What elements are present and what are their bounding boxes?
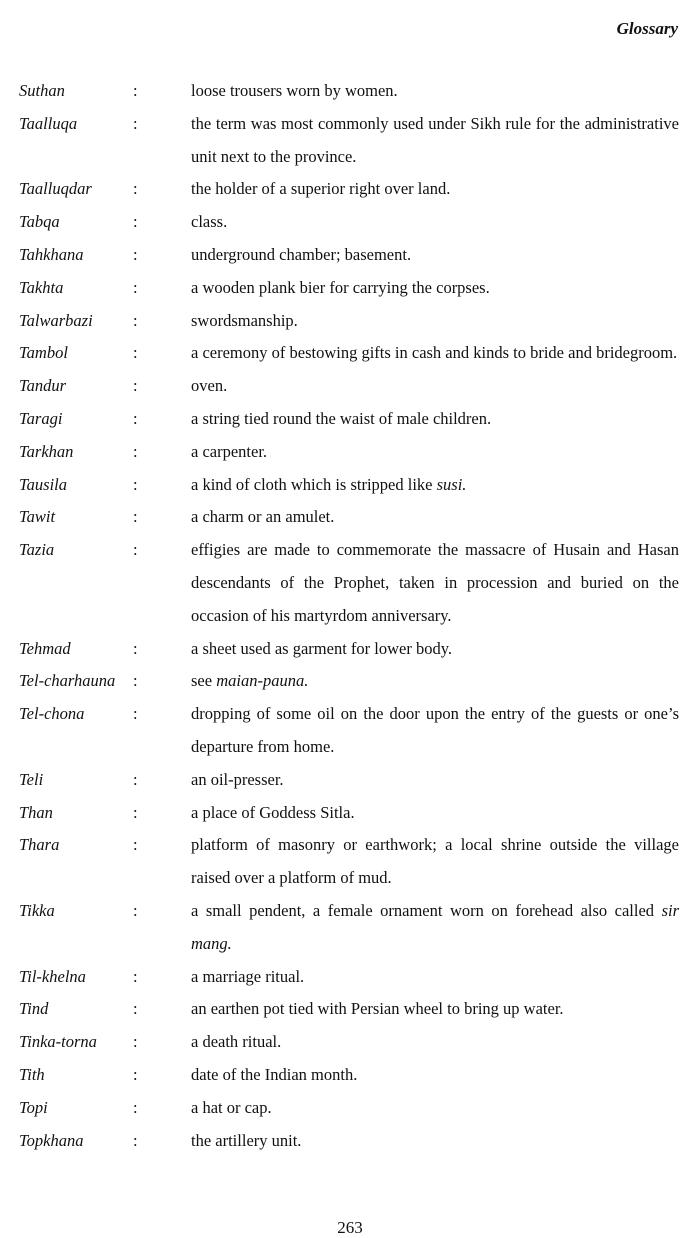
glossary-term: Suthan <box>19 81 65 100</box>
glossary-entry <box>0 993 700 1026</box>
glossary-definition <box>191 305 679 338</box>
glossary-definition <box>191 436 679 469</box>
glossary-term: Tel-charhauna <box>19 671 116 691</box>
definition-text: a small pendent, a female ornament worn on forehead also called <box>191 900 662 920</box>
running-header: Glossary <box>616 19 678 38</box>
definition-text: a marriage ritual. <box>191 966 305 986</box>
glossary-entry <box>0 961 700 994</box>
definition-text: date of the Indian month. <box>191 1064 358 1084</box>
term-separator: : <box>133 81 138 100</box>
glossary-term: Thara <box>19 835 60 855</box>
glossary-definition <box>191 993 679 1026</box>
glossary-entry <box>0 305 700 338</box>
definition-text: an oil-presser. <box>191 769 284 789</box>
definition-text: platform of masonry or earthwork; a local shrine outside the village raised over a platform of mud. <box>191 835 679 888</box>
term-separator: : <box>133 638 138 658</box>
glossary-term: Til-khelna <box>19 966 86 986</box>
definition-text: dropping of some oil on the door upon the entry of the guests or one’s departure from home. <box>191 704 679 756</box>
glossary-definition <box>191 370 679 403</box>
definition-text: a place of Goddess Sitla. <box>191 802 355 822</box>
definition-text: a string tied round the waist of male children. <box>191 408 492 428</box>
term-separator: : <box>133 966 138 986</box>
definition-text: class. <box>191 212 228 232</box>
definition-text: loose trousers worn by women. <box>191 81 398 100</box>
glossary-entry <box>0 469 700 502</box>
term-separator: : <box>133 441 138 461</box>
glossary-term: Tarkhan <box>19 441 74 461</box>
glossary-entry <box>0 764 700 797</box>
glossary-term: Tambol <box>19 343 68 363</box>
glossary-definition <box>191 829 679 895</box>
glossary-entry <box>0 173 700 206</box>
glossary-term: Tith <box>19 1064 45 1084</box>
definition-text: see <box>191 671 217 691</box>
glossary-definition <box>191 534 679 632</box>
definition-text: a charm or an amulet. <box>191 507 335 527</box>
term-separator: : <box>133 212 138 232</box>
definition-text: a carpenter. <box>191 441 268 461</box>
term-separator: : <box>133 113 138 133</box>
glossary-term: Takhta <box>19 277 64 297</box>
glossary-term: Talwarbazi <box>19 310 93 330</box>
definition-text: the holder of a superior right over land. <box>191 179 451 199</box>
glossary-definition <box>191 337 679 370</box>
glossary-entry <box>0 370 700 403</box>
definition-text: a wooden plank bier for carrying the corpses. <box>191 277 490 297</box>
glossary-term: Taragi <box>19 408 63 428</box>
glossary-entry <box>0 1026 700 1059</box>
page-number: 263 <box>337 1218 363 1237</box>
glossary-term: Tehmad <box>19 638 71 658</box>
definition-text: a kind of cloth which is stripped like <box>191 474 437 494</box>
glossary-entry <box>0 797 700 830</box>
definition-text: an earthen pot tied with Persian wheel to bring up water. <box>191 999 564 1019</box>
term-separator: : <box>133 999 138 1019</box>
definition-italic-term: susi. <box>436 474 467 494</box>
glossary-definition <box>191 501 679 534</box>
definition-text: a hat or cap. <box>191 1097 272 1117</box>
glossary-entry <box>0 436 700 469</box>
glossary-definition <box>191 633 679 666</box>
glossary-term: Tahkhana <box>19 244 84 264</box>
term-separator: : <box>133 704 138 724</box>
definition-text: the term was most commonly used under Sikh rule for the administrative unit next to the province. <box>191 113 679 166</box>
glossary-term: Tabqa <box>19 212 60 232</box>
glossary-entry <box>0 534 700 632</box>
glossary-entry <box>0 1125 700 1158</box>
glossary-definition <box>191 75 679 108</box>
definition-text: underground chamber; basement. <box>191 244 412 264</box>
term-separator: : <box>133 1130 138 1150</box>
glossary-definition <box>191 961 679 994</box>
glossary-entry <box>0 206 700 239</box>
glossary-entry <box>0 501 700 534</box>
glossary-definition <box>191 895 679 961</box>
glossary-definition <box>191 1092 679 1125</box>
glossary-entry <box>0 75 700 108</box>
definition-italic-term: sir mang. <box>191 900 679 953</box>
glossary-entry <box>0 1092 700 1125</box>
glossary-entry <box>0 698 700 764</box>
glossary-term: Tikka <box>19 900 55 920</box>
term-separator: : <box>133 277 138 297</box>
term-separator: : <box>133 671 138 691</box>
glossary-definition <box>191 1125 679 1158</box>
glossary-term: Teli <box>19 769 44 789</box>
term-separator: : <box>133 244 138 264</box>
glossary-term: Taalluqa <box>19 113 78 133</box>
glossary-definition <box>191 797 679 830</box>
glossary-term: Tind <box>19 999 49 1019</box>
definition-text: oven. <box>191 376 228 396</box>
glossary-entry <box>0 337 700 370</box>
term-separator: : <box>133 1097 138 1117</box>
term-separator: : <box>133 769 138 789</box>
definition-italic-term: maian-pauna. <box>216 671 309 691</box>
glossary-entry <box>0 1059 700 1092</box>
definition-text: the artillery unit. <box>191 1130 302 1150</box>
term-separator: : <box>133 507 138 527</box>
glossary-term: Taalluqdar <box>19 179 92 199</box>
glossary-definition <box>191 764 679 797</box>
glossary-term: Topi <box>19 1097 48 1117</box>
glossary-definition <box>191 239 679 272</box>
glossary-definition <box>191 698 679 764</box>
glossary-term: Tawit <box>19 507 56 527</box>
glossary-entry <box>0 272 700 305</box>
glossary-definition <box>191 1059 679 1092</box>
glossary-definition <box>191 206 679 239</box>
glossary-entry <box>0 829 700 895</box>
definition-text: a death ritual. <box>191 1032 282 1052</box>
glossary-entry <box>0 895 700 961</box>
term-separator: : <box>133 474 138 494</box>
glossary-list <box>0 75 700 1157</box>
term-separator: : <box>133 835 138 855</box>
glossary-entry <box>0 633 700 666</box>
glossary-term: Tel-chona <box>19 704 85 724</box>
definition-text: effigies are made to commemorate the massacre of Husain and Hasan descendants of the Prophet, taken in procession and buried on the occasion of his martyrdom anniversary. <box>191 540 679 625</box>
glossary-term: Than <box>19 802 53 822</box>
term-separator: : <box>133 376 138 396</box>
glossary-definition <box>191 1026 679 1059</box>
term-separator: : <box>133 179 138 199</box>
term-separator: : <box>133 1064 138 1084</box>
glossary-entry <box>0 239 700 272</box>
glossary-definition <box>191 403 679 436</box>
glossary-term: Tausila <box>19 474 68 494</box>
glossary-definition <box>191 665 679 698</box>
glossary-term: Tandur <box>19 376 67 396</box>
term-separator: : <box>133 343 138 363</box>
term-separator: : <box>133 802 138 822</box>
glossary-entry <box>0 108 700 174</box>
term-separator: : <box>133 310 138 330</box>
glossary-definition <box>191 108 679 174</box>
glossary-definition <box>191 272 679 305</box>
definition-text: a ceremony of bestowing gifts in cash and kinds to bride and bridegroom. <box>191 343 678 363</box>
term-separator: : <box>133 540 138 560</box>
glossary-definition <box>191 173 679 206</box>
term-separator: : <box>133 1032 138 1052</box>
definition-text: a sheet used as garment for lower body. <box>191 638 453 658</box>
glossary-entry <box>0 403 700 436</box>
definition-text: swordsmanship. <box>191 310 298 330</box>
glossary-term: Tinka-torna <box>19 1032 97 1052</box>
glossary-term: Topkhana <box>19 1130 84 1150</box>
term-separator: : <box>133 408 138 428</box>
glossary-definition <box>191 469 679 502</box>
term-separator: : <box>133 900 138 920</box>
glossary-entry <box>0 665 700 698</box>
glossary-term: Tazia <box>19 540 55 560</box>
